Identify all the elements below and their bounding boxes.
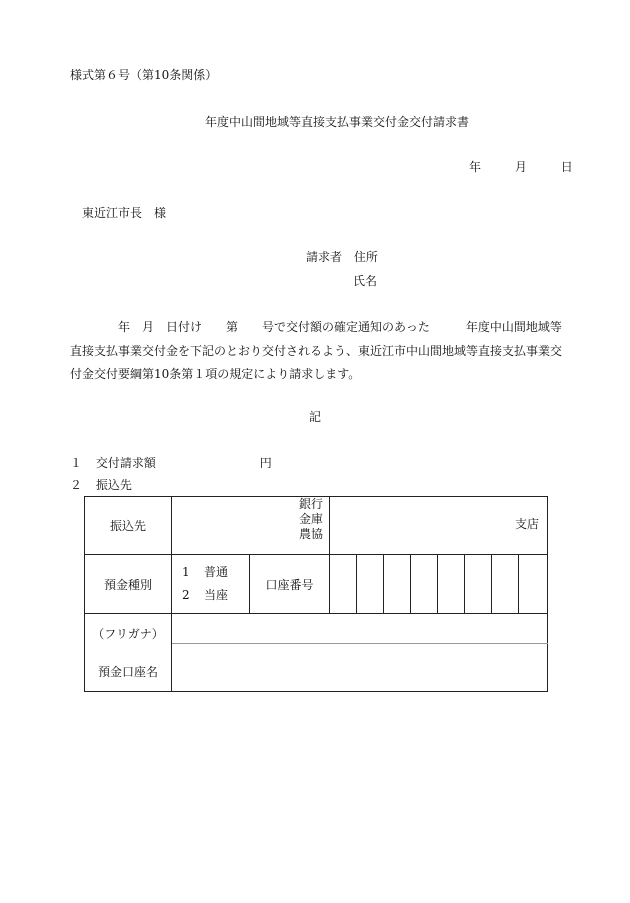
date-year: 年 [469, 160, 482, 174]
form-number: 様式第６号（第10条関係） [70, 68, 218, 82]
bank-transfer-table [84, 496, 548, 692]
addressee: 東近江市長 様 [82, 206, 167, 220]
furigana-row [85, 614, 548, 644]
account-number-label: 口座番号 [265, 577, 314, 592]
deposit-option-ordinary-label: 普通 [204, 565, 229, 579]
bank-type-shinkin: 金庫 [299, 512, 324, 526]
body-line-2: 直接支払事業交付金を下記のとおり交付されるよう、東近江市中山間地域等直接支払事業交 [70, 344, 563, 358]
item-2 [70, 478, 132, 492]
item-1-unit: 円 [259, 456, 272, 470]
address-label: 住所 [353, 250, 378, 264]
account-name-label-cell [85, 614, 172, 692]
date-month: 月 [514, 160, 527, 174]
claimant-address-line [306, 250, 378, 264]
body-line-3: 付金交付要綱第10条第１項の規定により請求します。 [70, 367, 361, 381]
account-digit-8[interactable] [519, 555, 548, 614]
document-title: 年度中山間地域等直接支払事業交付金交付請求書 [205, 115, 470, 129]
item-2-label: 振込先 [95, 478, 132, 492]
account-digit-4[interactable] [411, 555, 438, 614]
deposit-type-label: 預金種別 [103, 577, 152, 592]
deposit-option-ordinary[interactable] [182, 561, 249, 584]
deposit-option-ordinary-num: 1 [182, 565, 190, 579]
deposit-type-label-cell [85, 555, 172, 614]
deposit-option-current-label: 当座 [204, 588, 229, 602]
bank-row [85, 497, 548, 555]
deposit-row [85, 555, 548, 614]
bank-name-cell[interactable] [172, 497, 330, 555]
item-1-number: １ [70, 456, 83, 470]
body-line-1: 年 月 日付け 第 号で交付額の確定通知のあった 年度中山間地域等 [118, 320, 562, 334]
account-digit-7[interactable] [492, 555, 519, 614]
ki-heading: 記 [309, 410, 322, 424]
name-label: 氏名 [353, 274, 378, 288]
furigana-label: （フリガナ） [92, 626, 164, 641]
account-name-field[interactable] [172, 644, 548, 692]
claimant-label: 請求者 [306, 250, 343, 264]
transfer-label-cell [85, 497, 172, 555]
bank-type-bank: 銀行 [299, 497, 324, 511]
account-digit-1[interactable] [330, 555, 357, 614]
item-2-number: ２ [70, 478, 83, 492]
account-digit-2[interactable] [357, 555, 384, 614]
deposit-option-current-num: 2 [182, 588, 190, 602]
date-line [469, 160, 573, 174]
account-digit-6[interactable] [465, 555, 492, 614]
branch-name-cell[interactable] [330, 497, 548, 555]
item-1 [70, 456, 272, 470]
transfer-label: 振込先 [109, 519, 146, 533]
account-digit-5[interactable] [438, 555, 465, 614]
account-digit-3[interactable] [384, 555, 411, 614]
account-name-furigana-field[interactable] [172, 614, 548, 644]
account-name-label: 預金口座名 [97, 664, 158, 679]
deposit-option-current[interactable] [182, 584, 249, 607]
item-1-label: 交付請求額 [95, 456, 156, 470]
branch-label: 支店 [515, 517, 540, 531]
deposit-type-options[interactable] [172, 555, 250, 614]
date-day: 日 [560, 160, 573, 174]
bank-type-ja: 農協 [299, 527, 324, 541]
account-number-label-cell [250, 555, 330, 614]
